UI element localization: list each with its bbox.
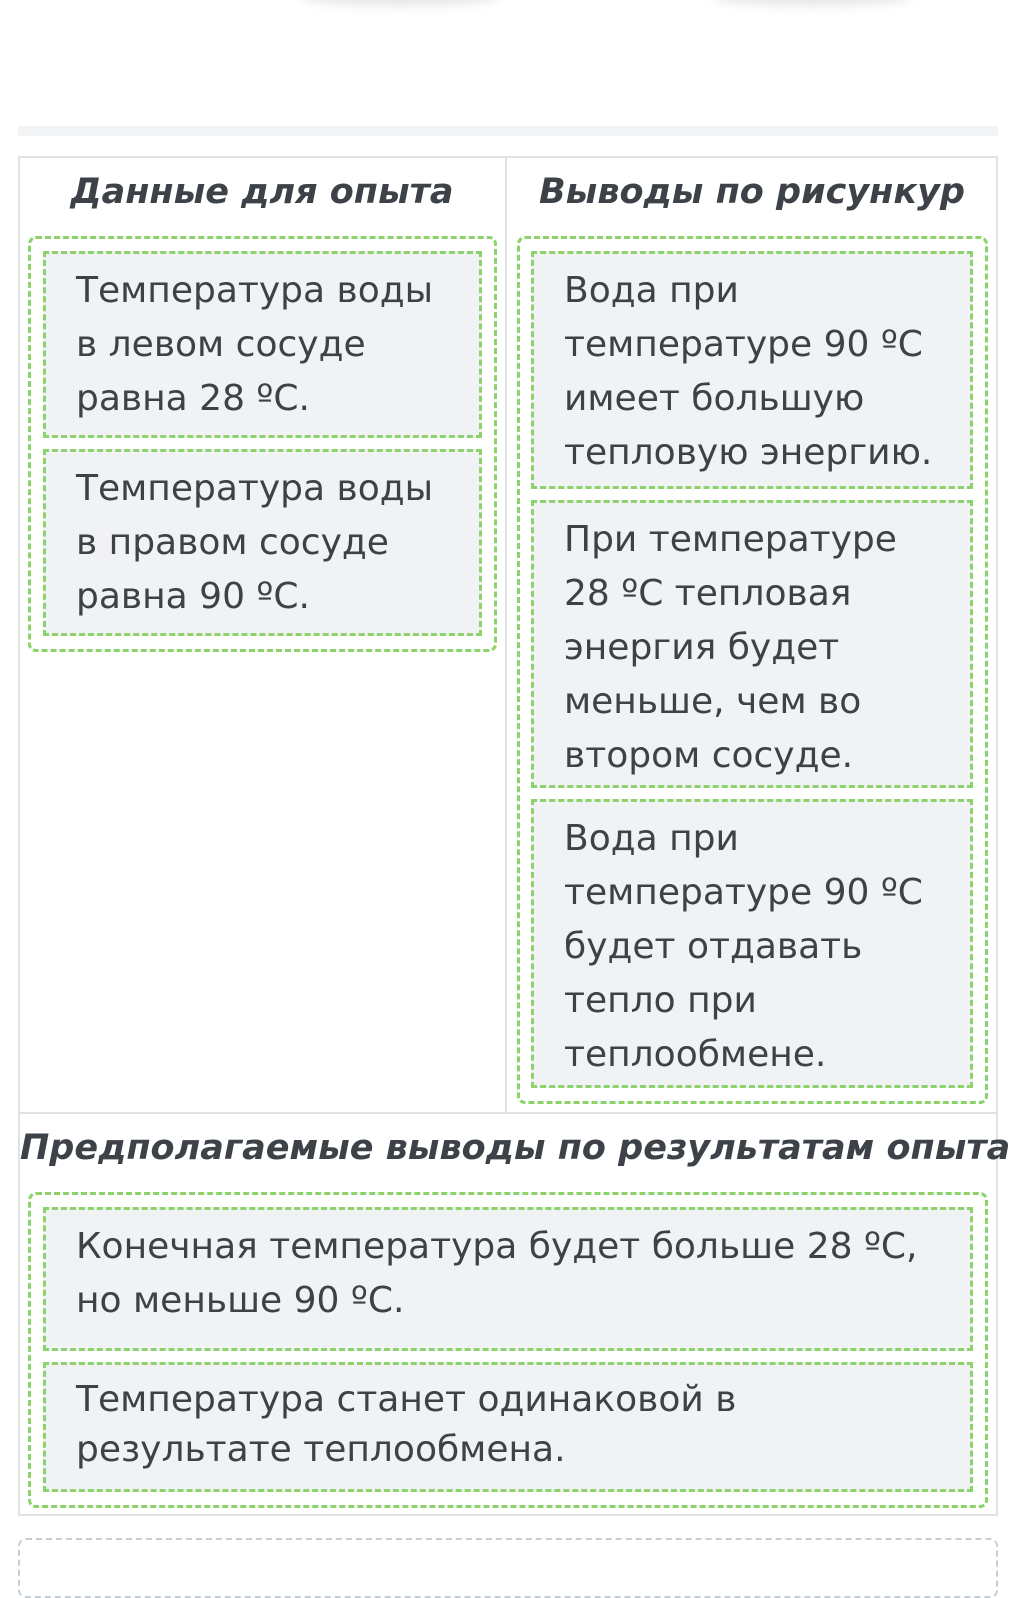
row-divider <box>18 1112 998 1114</box>
draggable-card-28c-less-energy[interactable]: При температуре 28 ºC тепловая энергия будет меньше, чем во втором сосуде. <box>531 500 973 788</box>
draggable-card-temperature-equalizes[interactable]: Температура станет одинаковой в результате теплообмена. <box>43 1362 973 1492</box>
draggable-card-right-vessel-temperature[interactable]: Температура воды в правом сосуде равна 90 ºC. <box>43 449 482 636</box>
section-separator <box>18 126 998 136</box>
draggable-card-90c-greater-energy[interactable]: Вода при температуре 90 ºC имеет большую тепловую энергию. <box>531 251 973 489</box>
column-header-experiment-data: Данные для опыта <box>70 172 454 212</box>
draggable-card-90c-gives-heat[interactable]: Вода при температуре 90 ºC будет отдавать тепло при теплообмене. <box>531 799 973 1088</box>
top-decor-shadow-right <box>712 0 912 6</box>
column-header-conclusions-by-picture: Выводы по рисункур <box>539 172 965 212</box>
top-decor-shadow-left <box>300 0 500 6</box>
draggable-card-left-vessel-temperature[interactable]: Температура воды в левом сосуде равна 28 ºC. <box>43 251 482 438</box>
column-divider <box>505 156 507 1114</box>
section-header-expected-conclusions: Предполагаемые выводы по результатам опыта <box>20 1128 1011 1168</box>
empty-answer-dropzone[interactable] <box>18 1538 998 1598</box>
draggable-card-final-temperature-range[interactable]: Конечная температура будет больше 28 ºC, но меньше 90 ºC. <box>43 1207 973 1351</box>
